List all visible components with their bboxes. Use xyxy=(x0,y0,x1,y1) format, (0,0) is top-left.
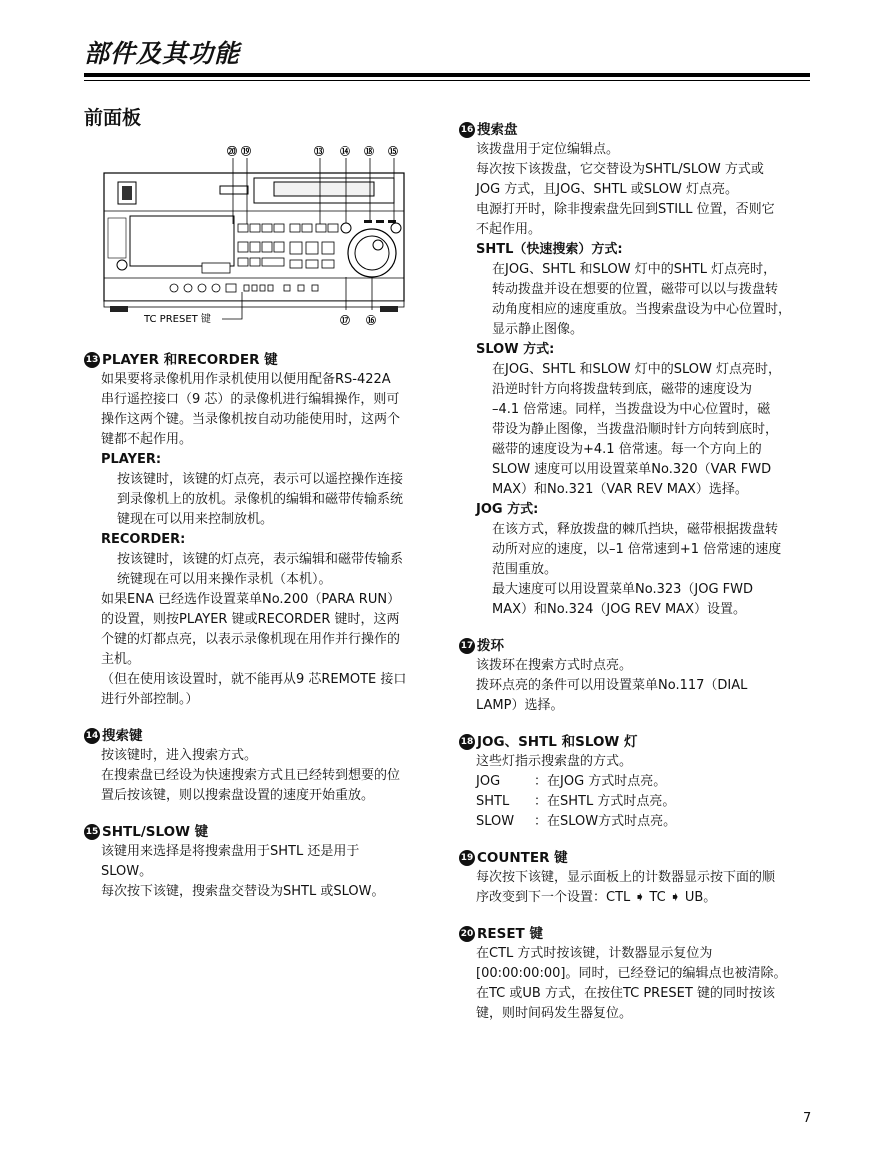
tc-preset-label: TC PRESET 键 xyxy=(144,314,211,325)
callout-16: ⑯ xyxy=(366,316,376,327)
section-16: 16 搜索盘 该拨盘用于定位编辑点。 每次按下该拨盘，它交替设为SHTL/SLOW 方式或 JOG 方式，且JOG、SHTL 或SLOW 灯点亮。 电源打开时，除非搜索盘先回到STILL 位置，否则它 不起作用。 SHTL（快速搜索）方式: 在JOG、SHTL 和SLOW 灯中的SHTL 灯点亮时， 转动拨盘并设在想要的位置，磁带可以以与拨盘转 动角度相应的速度重放。当搜索盘设为中心位置时， 显示静止图像。 SLOW 方式: 在JOG、SHTL 和SLOW 灯中的SLOW 灯点亮时， 沿逆时针方向将拨盘转到底，磁带的速度设为 –4.1 倍常速。同样，当拨盘设为中心位置时，磁 带设为静止图像，当拨盘沿顺时针方向转到底时， 磁带的速度设为+4.1 倍常速。每一个方向上的 SLOW 速度可以用设置菜单No.320（VAR FWD MAX）和No.321（VAR REV MAX）选择。 JOG 方式: 在该方式，释放拨盘的棘爪挡块，磁带根据拨盘转 动所对应的速度，以–1 倍常速到+1 倍常速的速度 范围重放。 最大速度可以用设置菜单No.323（JOG FWD MAX）和No.324（JOG REV MAX）设置。 xyxy=(459,120,811,620)
player-label: PLAYER: xyxy=(101,452,162,467)
recorder-label: RECORDER: xyxy=(101,532,186,547)
item-number-15: 15 xyxy=(84,824,100,840)
callout-18: ⑱ xyxy=(364,147,374,158)
page-title: 部件及其功能 xyxy=(84,39,241,68)
item-number-13: 13 xyxy=(84,352,100,368)
section-13-title: PLAYER 和RECORDER 键 xyxy=(102,352,278,368)
callout-13: ⑬ xyxy=(314,147,324,158)
title-rule-thick xyxy=(84,73,810,77)
item-number-20: 20 xyxy=(459,926,475,942)
callout-17: ⑰ xyxy=(340,316,350,327)
title-rule-thin xyxy=(84,80,810,81)
item-number-17: 17 xyxy=(459,638,475,654)
item-number-14: 14 xyxy=(84,728,100,744)
mode-slow: SLOW ：在SLOW方式时点亮。 xyxy=(476,814,677,829)
callout-15: ⑮ xyxy=(388,147,398,158)
callout-19: ⑲ xyxy=(241,147,251,158)
section-20: 20 RESET 键 在CTL 方式时按该键，计数器显示复位为 [00:00:00:00]。同时，已经登记的编辑点也被清除。 在TC 或UB 方式，在按住TC PRESET 键的同时按该 键，则时间码发生器复位。 xyxy=(460,926,787,1021)
item-number-19: 19 xyxy=(459,850,475,866)
section-18: 18 JOG、SHTL 和SLOW 灯 这些灯指示搜索盘的方式。 JOG ：在JOG 方式时点亮。 SHTL ：在SHTL 方式时点亮。 SLOW ：在SLOW方式时点亮。 xyxy=(459,732,811,832)
left-column xyxy=(84,350,436,902)
front-panel-diagram xyxy=(84,138,424,338)
page-number: 7 xyxy=(803,1111,812,1126)
callout-14: ⑭ xyxy=(340,147,350,158)
mode-jog: JOG ：在JOG 方式时点亮。 xyxy=(476,774,667,789)
jog-mode-label: JOG 方式: xyxy=(476,502,539,517)
section-17: 17 拨环 该拨环在搜索方式时点亮。 拨环点亮的条件可以用设置菜单No.117（DIAL LAMP）选择。 xyxy=(460,638,748,713)
shtl-mode-label: SHTL（快速搜索）方式: xyxy=(476,242,623,257)
item-number-18: 18 xyxy=(459,734,475,750)
callout-20: ⑳ xyxy=(227,147,237,158)
section-19: 19 COUNTER 键 每次按下该键，显示面板上的计数器显示按下面的顺 序改变到下一个设置：CTL ➧ TC ➧ UB。 xyxy=(460,850,776,905)
section-15: 15 SHTL/SLOW 键 该键用来选择是将搜索盘用于SHTL 还是用于 SLOW。 每次按下该键，搜索盘交替设为SHTL 或SLOW。 xyxy=(85,824,385,899)
item-number-16: 16 xyxy=(459,122,475,138)
mode-shtl: SHTL ：在SHTL 方式时点亮。 xyxy=(476,794,676,809)
section-13: 13 PLAYER 和RECORDER 键 如果要将录像机用作录机使用以便用配备RS-422A 串行遥控接口（9 芯）的录像机进行编辑操作，则可 操作这两个键。当录像机按自动功能使用时，这两个 键都不起作用。 PLAYER: 按该键时，该键的灯点亮，表示可以遥控操作连接 到录像机上的放机。录像机的编辑和磁带传输系统 键现在可以用来控制放机。 RECORDER: 按该键时，该键的灯点亮，表示编辑和磁带传输系 统键现在可以用来操作录机（本机）。 如果ENA 已经选作设置菜单No.200（PARA RUN） 的设置，则按PLAYER 键或RECORDER 键时，这两 个键的灯都点亮，以表示录像机现在用作并行操作的 主机。 （但在使用该设置时，就不能再从9 芯REMOTE 接口 进行外部控制。） xyxy=(84,350,436,710)
right-column xyxy=(459,120,811,1024)
section-14: 14 搜索键 按该键时，进入搜索方式。 在搜索盘已经设为快速搜索方式且已经转到想要的位 置后按该键，则以搜索盘设置的速度开始重放。 xyxy=(85,728,401,803)
section-title: 前面板 xyxy=(84,107,142,129)
slow-mode-label: SLOW 方式: xyxy=(476,342,555,357)
